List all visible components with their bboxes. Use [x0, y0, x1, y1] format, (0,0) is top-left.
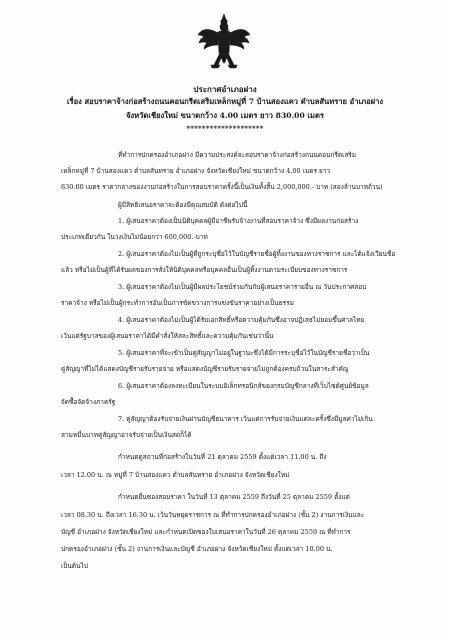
- body-line: เวลา 12.00 น. ณ หมู่ที่ 7 บ้านสองแคว ตำบลสันทราย อำเภอฝาง จังหวัดเชียงใหม่: [61, 471, 290, 479]
- body-line: 1. ผู้เสนอราคาต้องเป็นนิติบุคคลผู้มีอาชีพรับจ้างงานที่สอบราคาจ้าง ซึ่งมีผลงานก่อสร้าง: [118, 217, 359, 225]
- body-line: 7. คู่สัญญาต้องรับจ่ายเงินผ่านบัญชีธนาคาร เว้นแต่การรับจ่ายเงินแต่ละครั้งซึ่งมีมูลค่าไม่เกิน: [118, 415, 373, 423]
- document-subject-line-2: จังหวัดเชียงใหม่ ขนาดกว้าง 4.00 เมตร ยาว 830.00 เมตร: [125, 111, 325, 120]
- body-line: จัดซื้อจัดจ้างภาครัฐ: [61, 398, 116, 406]
- body-line: เหล็กหมู่ที่ 7 บ้านสองแคว ตำบลสันทราย อำเภอฝาง จังหวัดเชียงใหม่ ขนาดกว้าง 4.00 เมตร ยาว: [61, 167, 331, 175]
- body-line: แล้ว หรือไม่เป็นผู้ที่ได้รับผลของการสั่งให้นิติบุคคลหรือบุคคลอื่นเป็นผู้ทิ้งงานตามระเบียบของทางราชการ: [61, 266, 348, 274]
- document-issuer: ประกาศอำเภอฝาง: [193, 84, 257, 94]
- body-line: ที่ทำการปกครองอำเภอฝาง มีความประสงค์จะสอบราคาจ้างก่อสร้างถนนคอนกรีตเสริม: [118, 151, 357, 159]
- body-line: ราคาจ้าง หรือไม่เป็นผู้กระทำการอันเป็นการขัดขวางการแข่งขันราคาอย่างเป็นธรรม: [61, 299, 294, 307]
- body-line: สามหมื่นบาทคู่สัญญาอาจรับจ่ายเป็นเงินสดก็ได้: [61, 431, 192, 439]
- body-line: ปกครองอำเภอฝาง (ชั้น 2) งานการเงินและบัญชี อำเภอฝาง จังหวัดเชียงใหม่ ตั้งแต่เวลา 10.00 น.: [61, 545, 333, 553]
- document-subject-line-1: เรื่อง สอบราคาจ้างก่อสร้างถนนคอนกรีตเสริมเหล็กหมู่ที่ 7 บ้านสองแคว ตำบลสันทราย อำเภอฝาง: [66, 97, 384, 106]
- body-line: 6. ผู้เสนอราคาต้องลงทะเบียนในระบบอิเล็กทรอนิกส์ของกรมบัญชีกลางที่เว็บไซต์ศูนย์ข้อมูล: [118, 382, 369, 390]
- body-line: กำหนดยื่นซองสอบราคา ในวันที่ 13 ตุลาคม 2559 ถึงวันที่ 25 ตุลาคม 2559 ตั้งแต่: [118, 493, 350, 501]
- body-line: เป็นต้นไป: [61, 562, 88, 570]
- body-line: กำหนดดูสถานที่ก่อสร้างในวันที่ 21 ตุลาคม 2559 ตั้งแต่เวลา 11.00 น. ถึง: [118, 453, 327, 461]
- body-line: ผู้มีสิทธิเสนอราคาจะต้องมีคุณสมบัติ ดังต่อไปนี้: [118, 201, 248, 209]
- garuda-emblem-icon: [196, 13, 252, 77]
- body-line: 4. ผู้เสนอราคาต้องไม่เป็นผู้ได้รับเอกสิทธิ์หรือความคุ้มกันซึ่งอาจปฏิเสธไม่ยอมขึ้นศาลไทย: [118, 316, 365, 324]
- body-line: 830.00 เมตร ราคากลางของงานก่อสร้างในการสอบราคาครั้งนี้เป็นเงินทั้งสิ้น 2,000,000.- บาท (สองล้านบาทถ้วน): [61, 183, 383, 191]
- separator: ********************: [186, 124, 264, 133]
- body-line: 3. ผู้เสนอราคาต้องไม่เป็นผู้มีผลประโยชน์ร่วมกันกับผู้เสนอราคารายอื่น ณ วันประกาศสอบ: [118, 283, 367, 291]
- body-line: ประเภทเดียวกัน ในวงเงินไม่น้อยกว่า 600,000.-บาท: [61, 233, 208, 241]
- body-line: 5. ผู้เสนอราคาที่จะเข้าเป็นคู่สัญญาไม่อยู่ในฐานะซึ่งได้มีการระบุชื่อไว้ในบัญชีรายชื่อว่าเป็น: [118, 349, 370, 357]
- body-line: เวลา 08.30 น. ถึงเวลา 16.30 น. เว้นวันหยุดราชการ ณ ที่ทำการปกครองอำเภอฝาง (ชั้น 2) งานการเงินและ: [61, 511, 365, 519]
- body-line: คู่สัญญาที่ไม่ได้แสดงบัญชีรายรับรายจ่าย หรือแสดงบัญชีรายรับรายจ่ายไม่ถูกต้องครบถ้วนในสาระสำคัญ: [61, 365, 349, 373]
- body-line: เว้นแต่รัฐบาลของผู้เสนอราคาได้มีคำสั่งให้สละสิทธิ์และความคุ้มกันเช่นว่านั้น: [61, 332, 274, 340]
- body-line: บัญชี อำเภอฝาง จังหวัดเชียงใหม่ และกำหนดเปิดซองใบเสนอราคาในวันที่ 26 ตุลาคม 2559 ณ ที่ทำการ: [61, 528, 351, 536]
- body-line: 2. ผู้เสนอราคาต้องไม่เป็นผู้ที่ถูกระบุชื่อไว้ในบัญชีรายชื่อผู้ทิ้งงานของทางราชการ และได้แจ้งเวียนชื่อ: [118, 250, 396, 258]
